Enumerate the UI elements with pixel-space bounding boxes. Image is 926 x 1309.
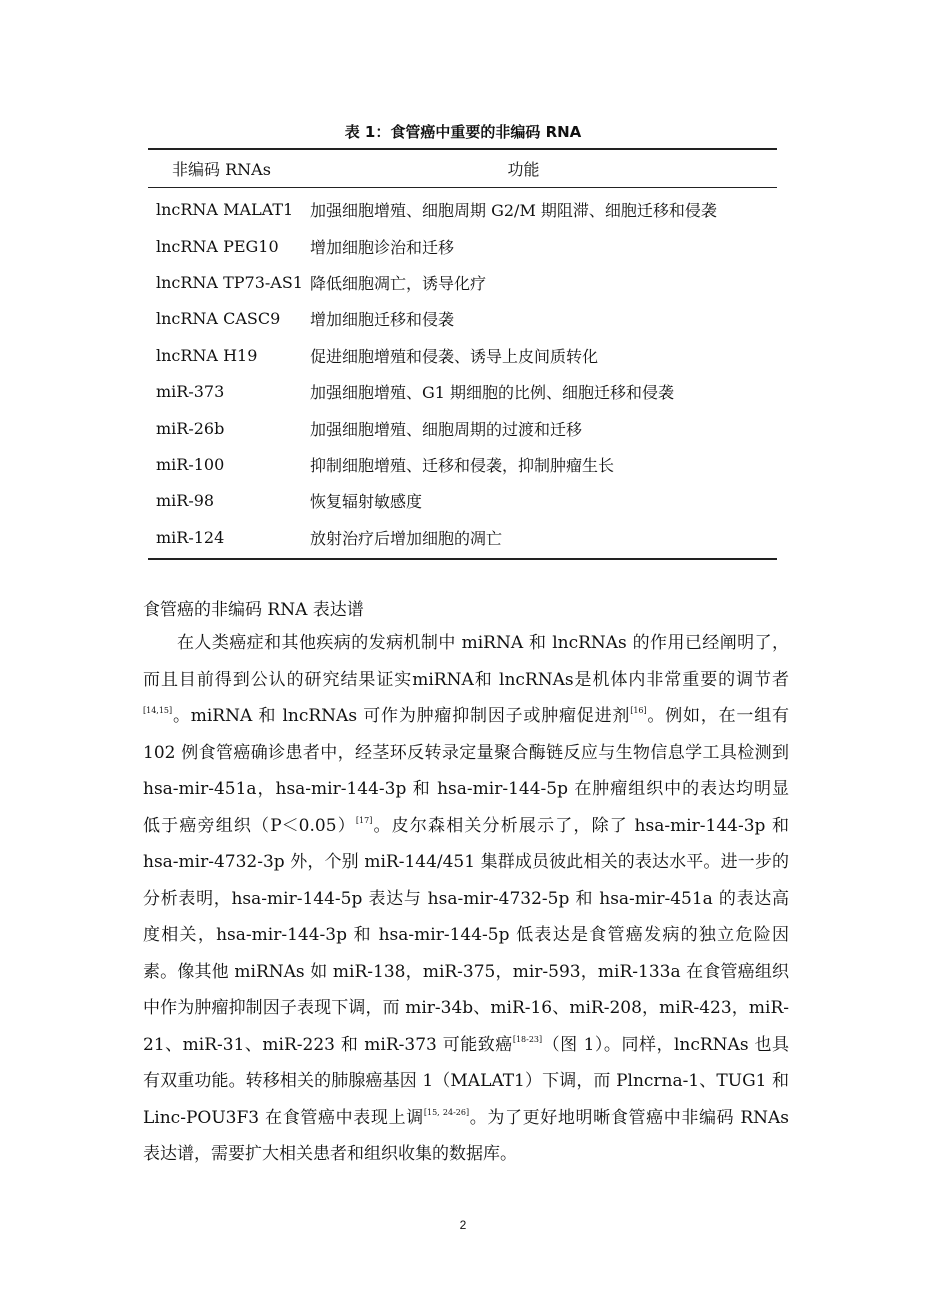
paragraph-text: 。例如，在一组有 102 例食管癌确诊患者中，经茎环反转录定量聚合酶链反应与生物信息学工具检测到 hsa-mir-451a，hsa-mir-144-3p 和 hsa-mir-144-5p 在肿瘤组织中的表达均明显低于癌旁组织（P＜0.05） <box>143 706 789 836</box>
row-name: miR-124 <box>156 527 225 547</box>
table-row <box>148 483 777 519</box>
row-name: lncRNA H19 <box>156 345 258 365</box>
table-row <box>148 373 777 409</box>
row-name: lncRNA CASC9 <box>156 309 281 329</box>
paragraph-text: 。为了更好地明晰食管癌中非编码 RNAs 表达谱，需要扩大相关患者和组织收集的数据库。 <box>143 1107 789 1164</box>
paragraph-text: 在人类癌症和其他疾病的发病机制中 miRNA 和 lncRNAs 的作用已经阐明了，而且目前得到公认的研究结果证实miRNA和 lncRNAs是机体内非常重要的调节者 <box>143 633 789 690</box>
page-number: 2 <box>459 1218 467 1232</box>
row-name: miR-26b <box>156 418 225 438</box>
row-function: 放射治疗后增加细胞的凋亡 <box>310 528 503 548</box>
citation-ref: [17] <box>355 815 373 825</box>
body-paragraph <box>143 625 789 1173</box>
table-row <box>148 410 777 446</box>
row-name: lncRNA PEG10 <box>156 236 279 256</box>
citation-ref: [18-23] <box>512 1034 543 1044</box>
row-function: 加强细胞增殖、G1 期细胞的比例、细胞迁移和侵袭 <box>310 383 675 403</box>
row-function: 增加细胞迁移和侵袭 <box>310 310 455 330</box>
row-name: lncRNA TP73-AS1 <box>156 272 303 292</box>
row-function: 抑制细胞增殖、迁移和侵袭，抑制肿瘤生长 <box>310 455 615 475</box>
table-row <box>148 519 777 555</box>
paragraph-text: 。miRNA 和 lncRNAs 可作为肿瘤抑制因子或肿瘤促进剂 <box>172 706 631 726</box>
ncrna-table <box>148 148 777 560</box>
row-function: 增加细胞诊治和迁移 <box>310 237 455 257</box>
table-row <box>148 192 777 228</box>
table-bottom-rule <box>148 558 777 560</box>
row-function: 恢复辐射敏感度 <box>310 492 423 512</box>
table-row <box>148 337 777 373</box>
citation-ref: [15, 24-26] <box>423 1107 470 1117</box>
citation-ref: [16] <box>630 706 647 715</box>
table-row <box>148 446 777 482</box>
citation-ref: [14,15] <box>143 706 173 715</box>
row-function: 加强细胞增殖、细胞周期的过渡和迁移 <box>310 419 583 439</box>
section-title: 食管癌的非编码 RNA 表达谱 <box>143 600 364 620</box>
row-name: miR-98 <box>156 491 215 511</box>
row-function: 降低细胞凋亡，诱导化疗 <box>310 273 487 293</box>
table-row <box>148 228 777 264</box>
table-row <box>148 301 777 337</box>
table-caption: 表 1：食管癌中重要的非编码 RNA <box>344 123 582 141</box>
row-name: lncRNA MALAT1 <box>156 200 294 220</box>
paragraph-text: 。皮尔森相关分析展示了，除了 hsa-mir-144-3p 和 hsa-mir-4732-3p 外，个别 miR-144/451 集群成员彼此相关的表达水平。进一步的分析表明，hsa-mir-144-5p 表达与 hsa-mir-4732-5p 和 hsa-mir-451a 的表达高度相关，hsa-mir-144-3p 和 hsa-mir-144-5p 低表达是食管癌发病的独立危险因素。像其他 miRNAs 如 miR-138，miR-375，mir-593，miR-133a 在食管癌组织中作为肿瘤抑制因子表现下调，而 mir-34b、miR-16、miR-208，miR-423，miR-21、miR-31、miR-223 和 miR-373 可能致癌 <box>143 815 789 1055</box>
row-function: 加强细胞增殖、细胞周期 G2/M 期阻滞、细胞迁移和侵袭 <box>310 201 717 221</box>
table-header <box>148 150 777 187</box>
paragraph-text: （图 1）。同样，lncRNAs 也具有双重功能。转移相关的肺腺癌基因 1（MALAT1）下调，而 Plncrna-1、TUG1 和 Linc-POU3F3 在食管癌中表现上调 <box>143 1034 789 1128</box>
header-ncrna: 非编码 RNAs <box>172 159 271 179</box>
header-function: 功能 <box>507 159 540 179</box>
table-row <box>148 264 777 300</box>
row-function: 促进细胞增殖和侵袭、诱导上皮间质转化 <box>310 346 599 366</box>
row-name: miR-100 <box>156 454 225 474</box>
row-name: miR-373 <box>156 382 225 402</box>
